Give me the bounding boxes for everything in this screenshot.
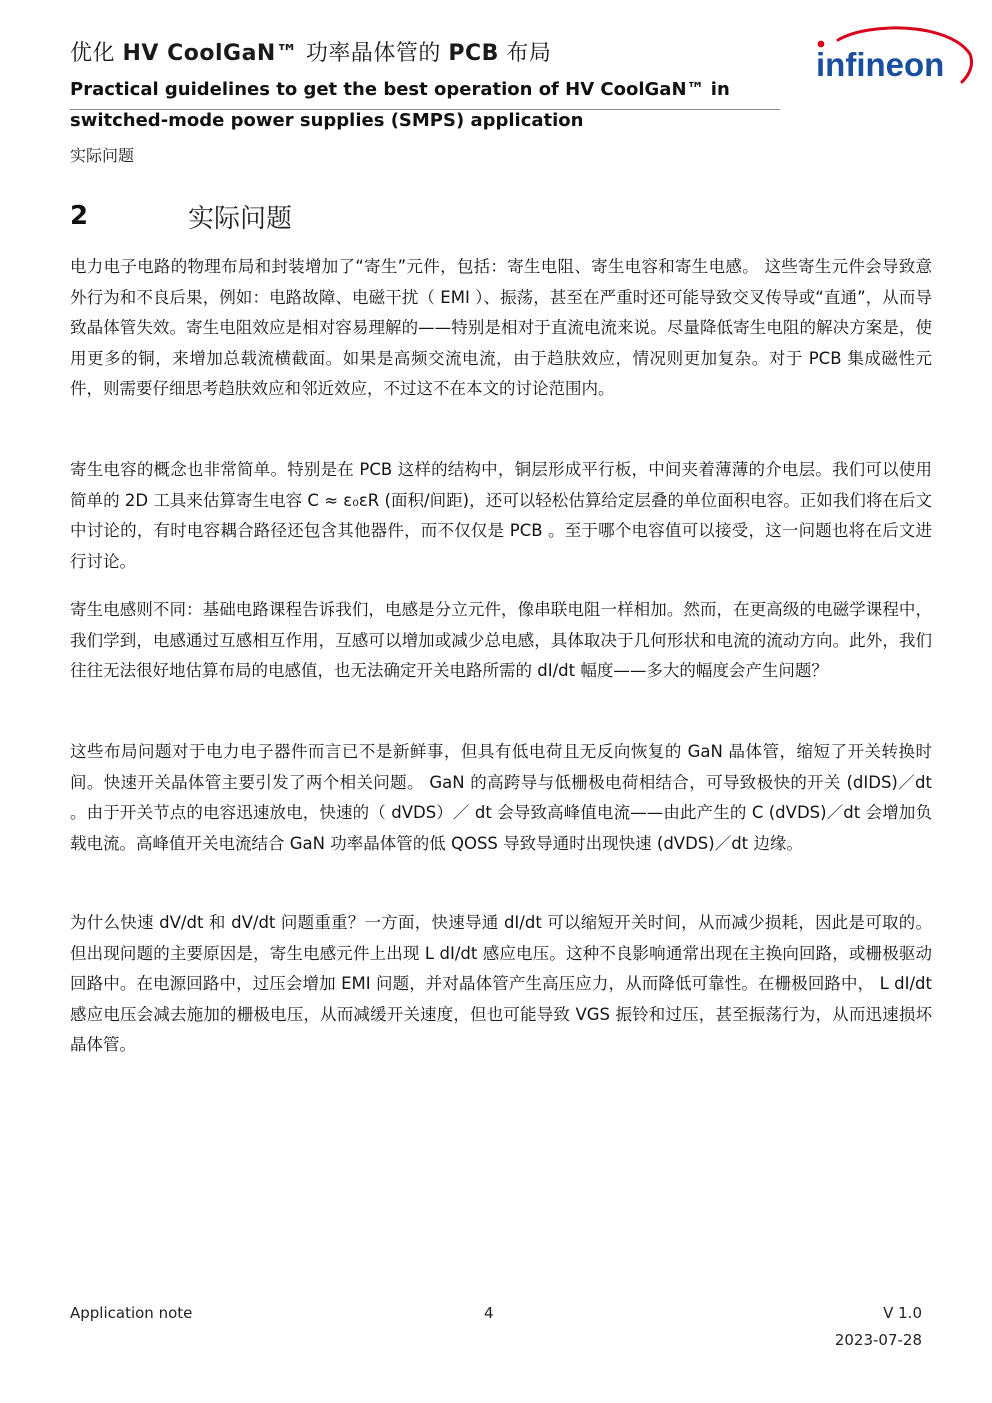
body-paragraph: 寄生电容的概念也非常简单。特别是在 PCB 这样的结构中，铜层形成平行板，中间夹着薄薄的介电层。我们可以使用简单的 2D 工具来估算寄生电容 C ≈ ε₀εR (面积/间距)，还可以轻松估算给定层叠的单位面积电容。正如我们将在后文中讨论的，有时电容耦合路径还包含其他器件，而不仅仅是 PCB 。至于哪个电容值可以接受，这一问题也将在后文进行讨论。	[70, 460, 932, 571]
body-paragraph: 为什么快速 dV/dt 和 dV/dt 问题重重？一方面，快速导通 dI/dt 可以缩短开关时间，从而减少损耗，因此是可取的。但出现问题的主要原因是，寄生电感元件上出现 L dI/dt 感应电压。这种不良影响通常出现在主换向回路，或栅极驱动回路中。在电源回路中，过压会增加 EMI 问题，并对晶体管产生高压应力，从而降低可靠性。在栅极回路中， L dI/dt 感应电压会减去施加的栅极电压，从而减缓开关速度，但也可能导致 VGS 振铃和过压，甚至振荡行为，从而迅速损坏晶体管。	[70, 913, 932, 1055]
footer-doc-type: Application note	[70, 1304, 193, 1322]
body-paragraph: 电力电子电路的物理布局和封装增加了“寄生”元件，包括：寄生电阻、寄生电容和寄生电感。 这些寄生元件会导致意外行为和不良后果，例如：电路故障、电磁干扰（ EMI ）、振荡，甚至在严重时还可能导致交叉传导或“直通”，从而导致晶体管失效。寄生电阻效应是相对容易理解的——特别是相对于直流电流来说。尽量降低寄生电阻的解决方案是，使用更多的铜，来增加总载流横截面。如果是高频交流电流，由于趋肤效应，情况则更加复杂。对于 PCB 集成磁性元件，则需要仔细思考趋肤效应和邻近效应，不过这不在本文的讨论范围内。	[70, 257, 932, 399]
footer-version: V 1.0	[883, 1304, 922, 1322]
body-paragraph: 这些布局问题对于电力电子器件而言已不是新鲜事，但具有低电荷且无反向恢复的 GaN 晶体管，缩短了开关转换时间。快速开关晶体管主要引发了两个相关问题。 GaN 的高跨导与低栅极电荷相结合，可导致极快的开关 (dIDS)／dt 。由于开关节点的电容迅速放电，快速的（ dVDS）／ dt 会导致高峰值电流——由此产生的 C (dVDS)／dt 会增加负载电流。高峰值开关电流结合 GaN 功率晶体管的低 QOSS 导致导通时出现快速 (dVDS)／dt 边缘。	[70, 742, 932, 853]
section-breadcrumb: 实际问题	[70, 146, 135, 165]
body-paragraph: 寄生电感则不同：基础电路课程告诉我们，电感是分立元件，像串联电阻一样相加。然而，在更高级的电磁学课程中，我们学到，电感通过互感相互作用，互感可以增加或减少总电感，具体取决于几何形状和电流的流动方向。此外，我们往往无法很好地估算布局的电感值，也无法确定开关电路所需的 dI/dt 幅度——多大的幅度会产生问题？	[70, 600, 932, 681]
footer-date: 2023-07-28	[834, 1331, 922, 1349]
document-title: 优化 HV CoolGaN™ 功率晶体管的 PCB 布局	[70, 41, 552, 66]
document-subtitle-line1: Practical guidelines to get the best operation of HV CoolGaN™ in	[70, 79, 730, 100]
document-subtitle-line2: switched-mode power supplies (SMPS) application	[70, 110, 584, 131]
section-number: 2	[70, 201, 89, 231]
svg-text:infineon: infineon	[816, 46, 945, 83]
footer-page-number: 4	[484, 1304, 494, 1322]
section-heading: 实际问题	[188, 204, 293, 234]
infineon-logo	[798, 24, 976, 96]
